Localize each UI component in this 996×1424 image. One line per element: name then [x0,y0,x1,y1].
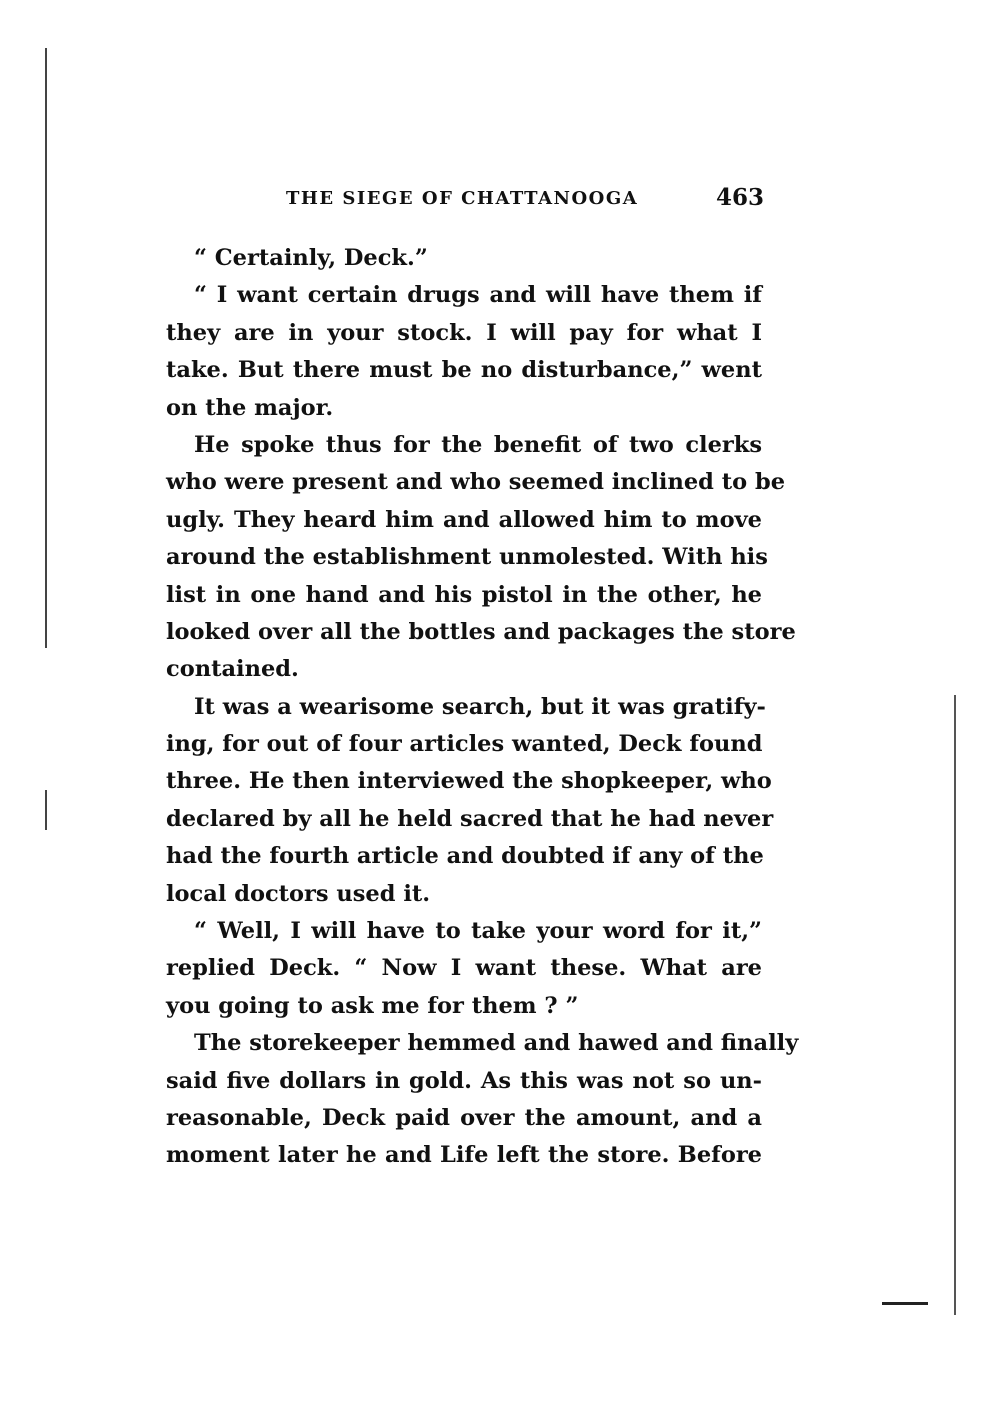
text-line: declared by all he held sacred that he had never [166,805,774,832]
text-line: had the fourth article and doubted if any of the [166,843,764,870]
text-line: The storekeeper hemmed and hawed and finally [194,1030,799,1057]
running-head-title: THE SIEGE OF CHATTANOOGA [286,188,639,209]
text-line: It was a wearisome search, but it was gratify- [194,693,766,720]
text-line: contained. [166,656,299,683]
text-line: “ Certainly, Deck.” [194,245,428,271]
text-line: they are in your stock. I will pay for what I [166,319,762,346]
body-text [166,240,799,1175]
text-line: local doctors used it. [166,880,431,907]
text-line: “ Well, I will have to take your word for it,” [194,918,762,945]
scan-mark-bottom [882,1302,928,1305]
text-line: moment later he and Life left the store. Before [166,1142,762,1169]
text-line: reasonable, Deck paid over the amount, and a [166,1104,762,1131]
text-line: said five dollars in gold. As this was not so un- [166,1067,762,1094]
text-line: take. But there must be no disturbance,” went [166,357,762,384]
text-line: around the establishment unmolested. With his [166,544,768,571]
text-line: you going to ask me for them ? ” [166,992,579,1019]
text-line: ugly. They heard him and allowed him to move [166,506,762,533]
text-line: three. He then interviewed the shopkeeper, who [166,768,772,795]
text-line: looked over all the bottles and packages the store [166,618,796,645]
text-line: ing, for out of four articles wanted, Deck found [166,731,763,758]
running-head [166,184,766,214]
text-line: He spoke thus for the benefit of two clerks [194,431,762,458]
text-line: who were present and who seemed inclined to be [166,469,786,496]
text-line: on the major. [166,394,334,421]
page-number: 463 [715,184,764,211]
scan-edge-right [954,695,956,1315]
text-line: list in one hand and his pistol in the other, he [166,581,762,608]
scan-edge-left [45,48,47,648]
text-line: replied Deck. “ Now I want these. What are [166,955,762,982]
scan-edge-left-fragment [45,790,47,830]
text-line: “ I want certain drugs and will have them if [194,282,762,309]
